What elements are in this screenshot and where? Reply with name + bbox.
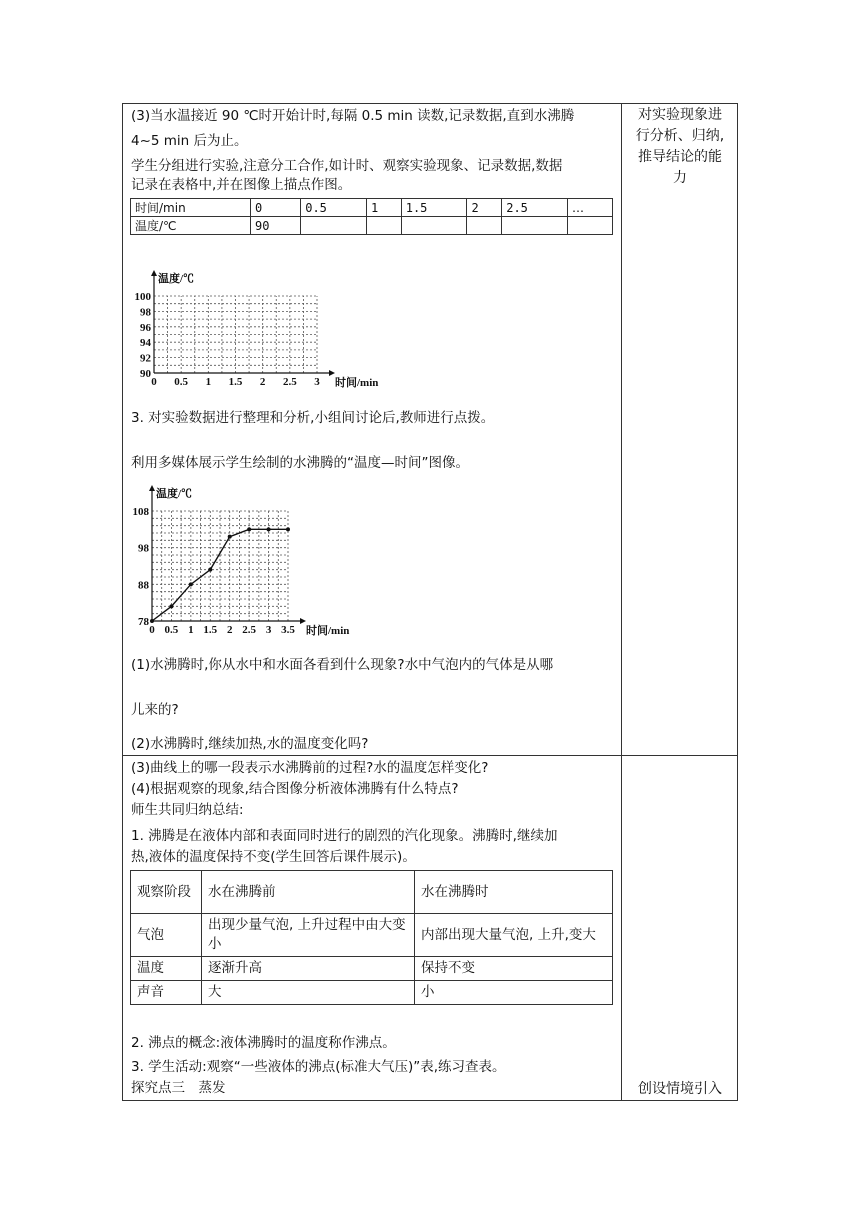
data-point xyxy=(169,604,173,608)
row-divider xyxy=(122,755,738,756)
ability-note-line: 行分析、归纳, xyxy=(635,128,725,144)
data-point xyxy=(150,619,154,623)
temp-value-cell xyxy=(567,217,612,235)
summary-intro: 师生共同归纳总结: xyxy=(131,802,244,818)
table-row xyxy=(131,199,613,217)
conclusion2-text: 2. 沸点的概念:液体沸腾时的温度称作沸点。 xyxy=(131,1035,396,1051)
temp-value-cell xyxy=(467,217,502,235)
activity3-text: 3. 学生活动:观察“一些液体的沸点(标准大气压)”表,练习查表。 xyxy=(131,1059,506,1075)
question4-text: (4)根据观察的现象,结合图像分析液体沸腾有什么特点? xyxy=(131,781,459,797)
point3-text: 3. 对实验数据进行整理和分析,小组间讨论后,教师进行点拨。 xyxy=(131,410,495,426)
data-point xyxy=(208,568,212,572)
x-tick-label: 0 xyxy=(151,376,157,388)
x-tick-label: 1.5 xyxy=(203,624,218,636)
data-point xyxy=(247,527,251,531)
section-title: 探究点三 蒸发 xyxy=(131,1080,226,1096)
x-tick-label: 3 xyxy=(314,376,320,388)
x-tick-label: 2.5 xyxy=(242,624,257,636)
temp-value-cell xyxy=(401,217,467,235)
x-tick-label: 1.5 xyxy=(228,376,243,388)
scenario-note: 创设情境引入 xyxy=(638,1081,722,1097)
x-axis-title: 时间/min xyxy=(335,377,379,389)
x-tick-label: 0.5 xyxy=(174,376,189,388)
boiling-temperature-time-chart xyxy=(125,482,350,642)
row-label-cell: 气泡 xyxy=(131,914,202,957)
question3-text: (3)曲线上的哪一段表示水沸腾前的过程?水的温度怎样变化? xyxy=(131,760,489,776)
y-axis-title: 温度/℃ xyxy=(158,273,195,285)
header-cell: 观察阶段 xyxy=(131,871,202,914)
data-point xyxy=(189,582,193,586)
ability-note-line: 对实验现象进 xyxy=(638,107,722,123)
x-tick-label: 1 xyxy=(205,376,212,388)
time-value-cell: 0 xyxy=(251,199,301,217)
y-tick-label: 96 xyxy=(140,321,151,334)
table-cell: 小 xyxy=(415,981,613,1005)
row-label-cell: 温度 xyxy=(131,957,202,981)
column-divider xyxy=(621,103,622,1101)
time-value-cell: 1.5 xyxy=(401,199,467,217)
time-label-cell: 时间/min xyxy=(131,199,251,217)
x-tick-label: 1 xyxy=(188,624,194,636)
header-cell: 水在沸腾前 xyxy=(202,871,415,914)
table-cell: 逐渐升高 xyxy=(202,957,415,981)
record-table xyxy=(130,198,613,235)
x-tick-label: 3 xyxy=(265,624,272,636)
x-tick-label: 3.5 xyxy=(281,624,295,636)
step-text-line1: (3)当水温接近 90 ℃时开始计时,每隔 0.5 min 读数,记录数据,直到水沸腾 xyxy=(131,108,575,124)
x-axis-title: 时间/min xyxy=(306,625,350,637)
x-tick-label: 0 xyxy=(149,624,155,636)
question1-line2: 儿来的? xyxy=(131,702,179,718)
x-axis-arrow xyxy=(300,618,306,624)
y-tick-label: 98 xyxy=(138,542,149,555)
y-tick-label: 88 xyxy=(138,579,149,592)
temp-value-cell xyxy=(502,217,568,235)
table-cell: 出现少量气泡, 上升过程中由大变小 xyxy=(202,914,415,957)
y-tick-label: 98 xyxy=(140,306,151,319)
data-point xyxy=(228,535,232,539)
y-tick-label: 94 xyxy=(140,337,151,350)
y-axis-title: 温度/℃ xyxy=(156,488,193,500)
table-row xyxy=(131,981,613,1005)
x-tick-label: 2.5 xyxy=(282,376,297,388)
time-value-cell: 2.5 xyxy=(502,199,568,217)
table-row xyxy=(131,957,613,981)
time-value-cell: 0.5 xyxy=(301,199,367,217)
group-text-line1: 学生分组进行实验,注意分工合作,如计时、观察实验现象、记录数据,数据 xyxy=(131,158,563,174)
step-text-line2: 4~5 min 后为止。 xyxy=(131,133,248,149)
time-value-cell: … xyxy=(567,199,612,217)
ability-note xyxy=(627,105,733,189)
time-value-cell: 1 xyxy=(366,199,401,217)
table-row xyxy=(131,914,613,957)
x-tick-label: 0.5 xyxy=(164,624,179,636)
y-tick-label: 90 xyxy=(140,368,151,380)
y-tick-label: 92 xyxy=(140,352,151,365)
question2-text: (2)水沸腾时,继续加热,水的温度变化吗? xyxy=(131,736,369,752)
boiling-comparison-table xyxy=(130,870,613,1005)
conclusion1-line1: 1. 沸腾是在液体内部和表面同时进行的剧烈的汽化现象。沸腾时,继续加 xyxy=(131,828,558,844)
x-tick-label: 2 xyxy=(259,376,266,388)
ability-note-line: 力 xyxy=(673,170,687,186)
data-point xyxy=(267,527,271,531)
y-tick-label: 78 xyxy=(138,616,149,628)
row-label-cell: 声音 xyxy=(131,981,202,1005)
table-row xyxy=(131,871,613,914)
table-cell: 大 xyxy=(202,981,415,1005)
media-text: 利用多媒体展示学生绘制的水沸腾的“温度—时间”图像。 xyxy=(131,455,469,471)
table-row xyxy=(131,217,613,235)
time-value-cell: 2 xyxy=(467,199,502,217)
table-cell: 内部出现大量气泡, 上升,变大 xyxy=(415,914,613,957)
temp-value-cell: 90 xyxy=(251,217,301,235)
y-tick-label: 108 xyxy=(132,506,149,518)
data-point xyxy=(286,527,290,531)
ability-note-line: 推导结论的能 xyxy=(638,149,722,165)
question1-line1: (1)水沸腾时,你从水中和水面各看到什么现象?水中气泡内的气体是从哪 xyxy=(131,657,554,673)
header-cell: 水在沸腾时 xyxy=(415,871,613,914)
x-tick-label: 2 xyxy=(226,624,233,636)
table-cell: 保持不变 xyxy=(415,957,613,981)
conclusion1-line2: 热,液体的温度保持不变(学生回答后课件展示)。 xyxy=(131,849,416,865)
x-axis-arrow xyxy=(329,370,335,376)
temp-value-cell xyxy=(301,217,367,235)
y-axis-arrow xyxy=(151,270,157,276)
y-axis-arrow xyxy=(149,485,155,491)
empty-temperature-grid-chart xyxy=(125,255,379,393)
y-tick-label: 100 xyxy=(134,291,151,303)
temp-value-cell xyxy=(366,217,401,235)
temp-label-cell: 温度/℃ xyxy=(131,217,251,235)
group-text-line2: 记录在表格中,并在图像上描点作图。 xyxy=(131,177,352,193)
